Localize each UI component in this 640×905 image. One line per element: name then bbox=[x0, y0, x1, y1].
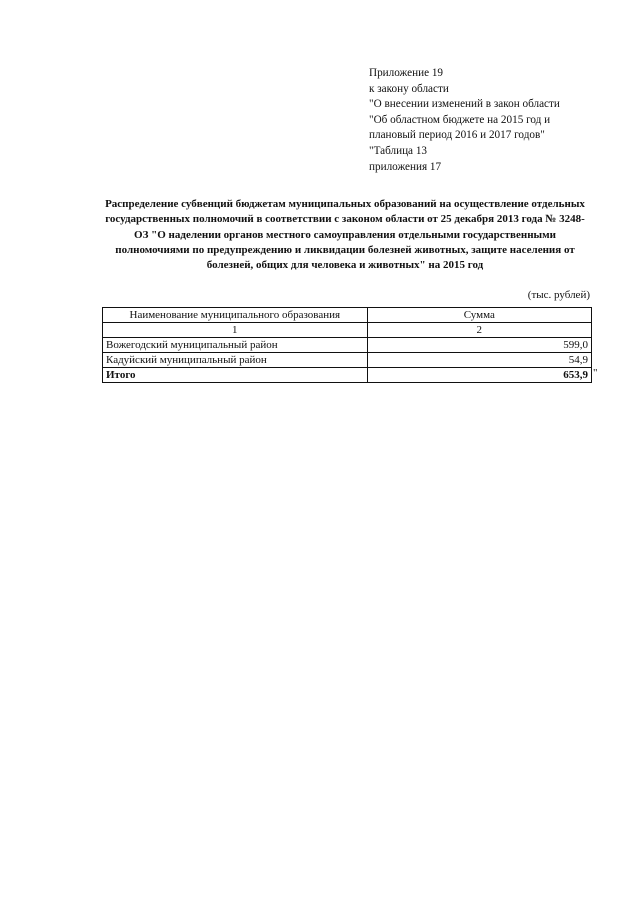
header-line-6: "Таблица 13 bbox=[369, 144, 428, 157]
header-sum: Сумма bbox=[367, 308, 591, 323]
document-title: Распределение субвенций бюджетам муниципальных образований на осуществление отдельных государственных полномочий в соответствии с законом области от 25 декабря 2013 года № 3248-ОЗ "О наделении органов местного самоуправления отдельными государственными полномочиями по предупреждению и ликвидации болезней животных, защите населения от болезней, общих для человека и животных" на 2015 год bbox=[105, 198, 585, 272]
total-sum: 653,9 bbox=[367, 368, 591, 383]
total-row bbox=[103, 368, 592, 383]
table-header-row bbox=[103, 308, 592, 323]
subvention-table bbox=[102, 307, 592, 383]
row-name: Кадуйский муниципальный район bbox=[103, 353, 368, 368]
total-name: Итого bbox=[103, 368, 368, 383]
row-sum: 54,9 bbox=[367, 353, 591, 368]
table-row bbox=[103, 353, 592, 368]
header-name: Наименование муниципального образования bbox=[103, 308, 368, 323]
header-line-2: к закону области bbox=[369, 82, 449, 95]
row-name: Вожегодский муниципальный район bbox=[103, 338, 368, 353]
header-line-7: приложения 17 bbox=[369, 160, 442, 173]
document-header bbox=[369, 66, 619, 175]
table-row bbox=[103, 338, 592, 353]
units-label: (тыс. рублей) bbox=[527, 289, 590, 301]
header-line-1: Приложение 19 bbox=[369, 67, 444, 79]
closing-quote: " bbox=[593, 367, 598, 379]
header-line-3: "О внесении изменений в закон области bbox=[369, 98, 560, 111]
table-number-row bbox=[103, 323, 592, 338]
header-line-5: плановый период 2016 и 2017 годов" bbox=[369, 129, 545, 142]
row-sum: 599,0 bbox=[367, 338, 591, 353]
column-number-2: 2 bbox=[367, 323, 591, 338]
column-number-1: 1 bbox=[103, 323, 368, 338]
header-line-4: "Об областном бюджете на 2015 год и bbox=[369, 113, 551, 126]
